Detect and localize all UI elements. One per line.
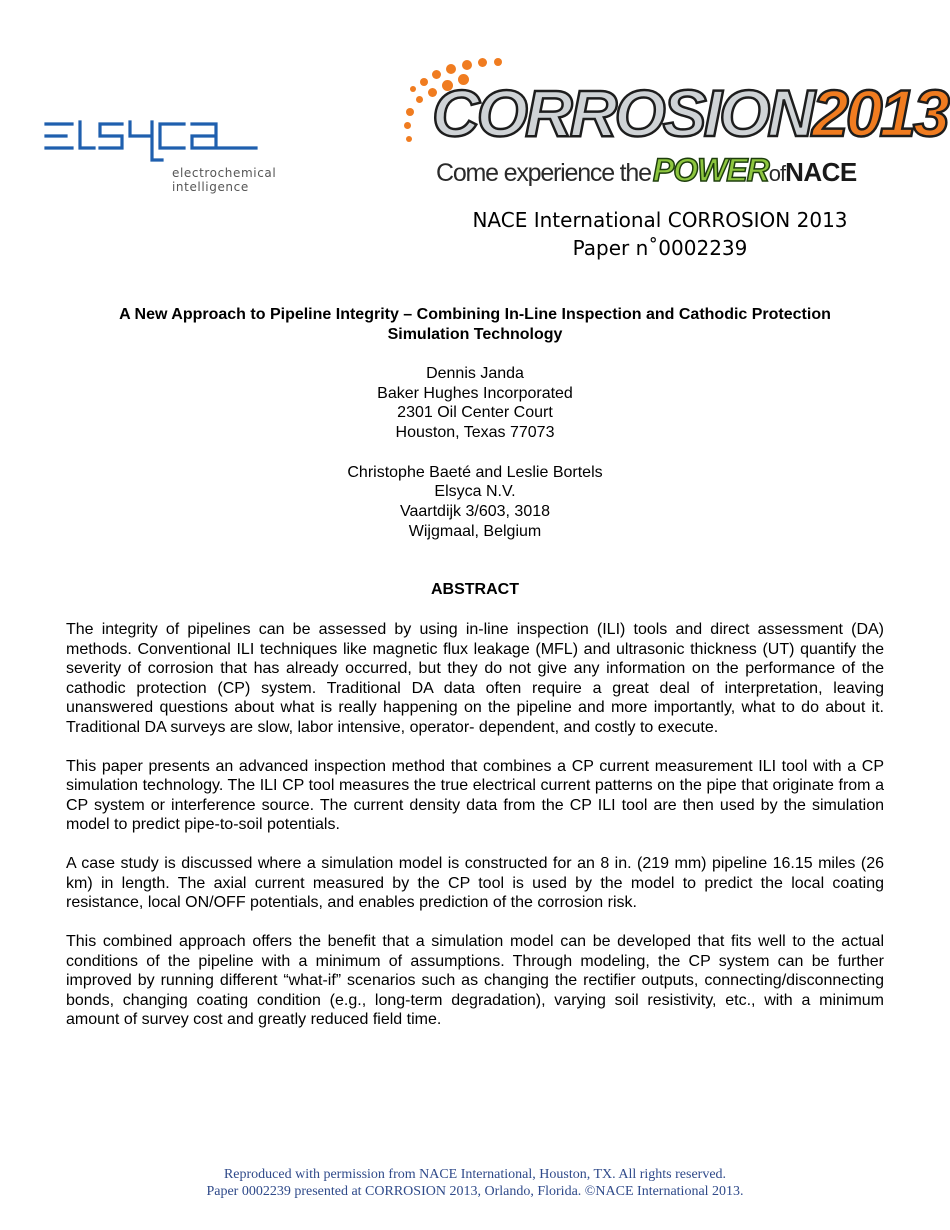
elsyca-logo — [44, 120, 354, 194]
corrosion-word: CORROSION — [432, 76, 813, 150]
author-block — [66, 463, 884, 542]
author-name: Dennis Janda — [426, 365, 524, 382]
abstract-paragraph: This combined approach offers the benefit that a simulation model can be developed that fits well to the actual conditions of the pipeline with a minimum of assumptions. Through modeling, the CP system can be further improved by running different “what-if” scenarios such as changing the rectifier outputs, connecting/disconnecting bonds, changing coating condition (e.g., long-term degradation), varying soil resistivity, etc., with a minimum amount of survey cost and greatly reduced field time. — [66, 933, 884, 1028]
tagline-power: POWER — [652, 152, 769, 188]
tagline-come-experience: Come experience the — [436, 159, 651, 187]
footer-presentation-line: Paper 0002239 presented at CORROSION 2013, Orlando, Florida. ©NACE International 2013. — [206, 1184, 744, 1199]
corrosion-wordmark — [432, 76, 947, 150]
abstract-heading: ABSTRACT — [431, 581, 519, 598]
author-list — [66, 364, 884, 561]
corrosion-year: 2013 — [812, 76, 947, 150]
abstract-paragraph: A case study is discussed where a simulation model is constructed for an 8 in. (219 mm) pipeline 16.15 miles (26 km) in length. The axial current measured by the CP tool is used by the model to predict the local coating resistance, local ON/OFF potentials, and enables prediction of the corrosion risk. — [66, 855, 884, 911]
footer-permission-line: Reproduced with permission from NACE International, Houston, TX. All rights reserved. — [223, 1167, 727, 1182]
paper-title — [66, 305, 884, 345]
conference-header — [420, 206, 900, 262]
corrosion-2013-logo — [402, 56, 947, 198]
author-address: 2301 Oil Center Court — [397, 404, 553, 422]
author-city: Houston, Texas 77073 — [395, 424, 555, 442]
elsyca-tagline: electrochemical intelligence — [172, 166, 277, 194]
author-city: Wijgmaal, Belgium — [408, 522, 542, 540]
author-block — [66, 364, 884, 443]
author-affiliation: Baker Hughes Incorporated — [377, 384, 573, 402]
paper-number: Paper n˚0002239 — [572, 236, 748, 260]
abstract-paragraph: This paper presents an advanced inspection method that combines a CP current measurement ILI tool with a CP simulation technology. The ILI CP tool measures the true electrical current patterns on the pipe that originate from a CP system or interference source. The current density data from the CP ILI tool are then used by the simulation model to predict pipe-to-soil potentials. — [66, 757, 884, 833]
copyright-footer — [66, 1166, 884, 1200]
conference-name: NACE International CORROSION 2013 — [472, 208, 848, 232]
abstract-paragraph: The integrity of pipelines can be assessed by using in-line inspection (ILI) tools and direct assessment (DA) methods. Conventional ILI techniques like magnetic flux leakage (MFL) and ultrasonic thickness (UT) quantify the severity of corrosion that has already occurred, but they do not give any information on the performance of the cathodic protection (CP) system. Traditional DA data often require a great deal of interpretation, leaving unanswered questions about what is really happening on the pipeline and more importantly, what to do about it. Traditional DA surveys are slow, labor intensive, operator- dependent, and costly to execute. — [66, 621, 884, 736]
tagline-of: of — [768, 161, 786, 186]
paper-title-line-1: A New Approach to Pipeline Integrity – Combining In-Line Inspection and Cathodic Protection — [119, 306, 831, 323]
paper-title-line-2: Simulation Technology — [387, 326, 563, 343]
corrosion-tagline — [436, 154, 857, 186]
author-name: Christophe Baeté and Leslie Bortels — [347, 463, 603, 481]
tagline-nace: NACE — [785, 157, 857, 187]
author-affiliation: Elsyca N.V. — [434, 483, 516, 501]
abstract-body — [66, 620, 884, 1049]
author-address: Vaartdijk 3/603, 3018 — [399, 502, 551, 520]
